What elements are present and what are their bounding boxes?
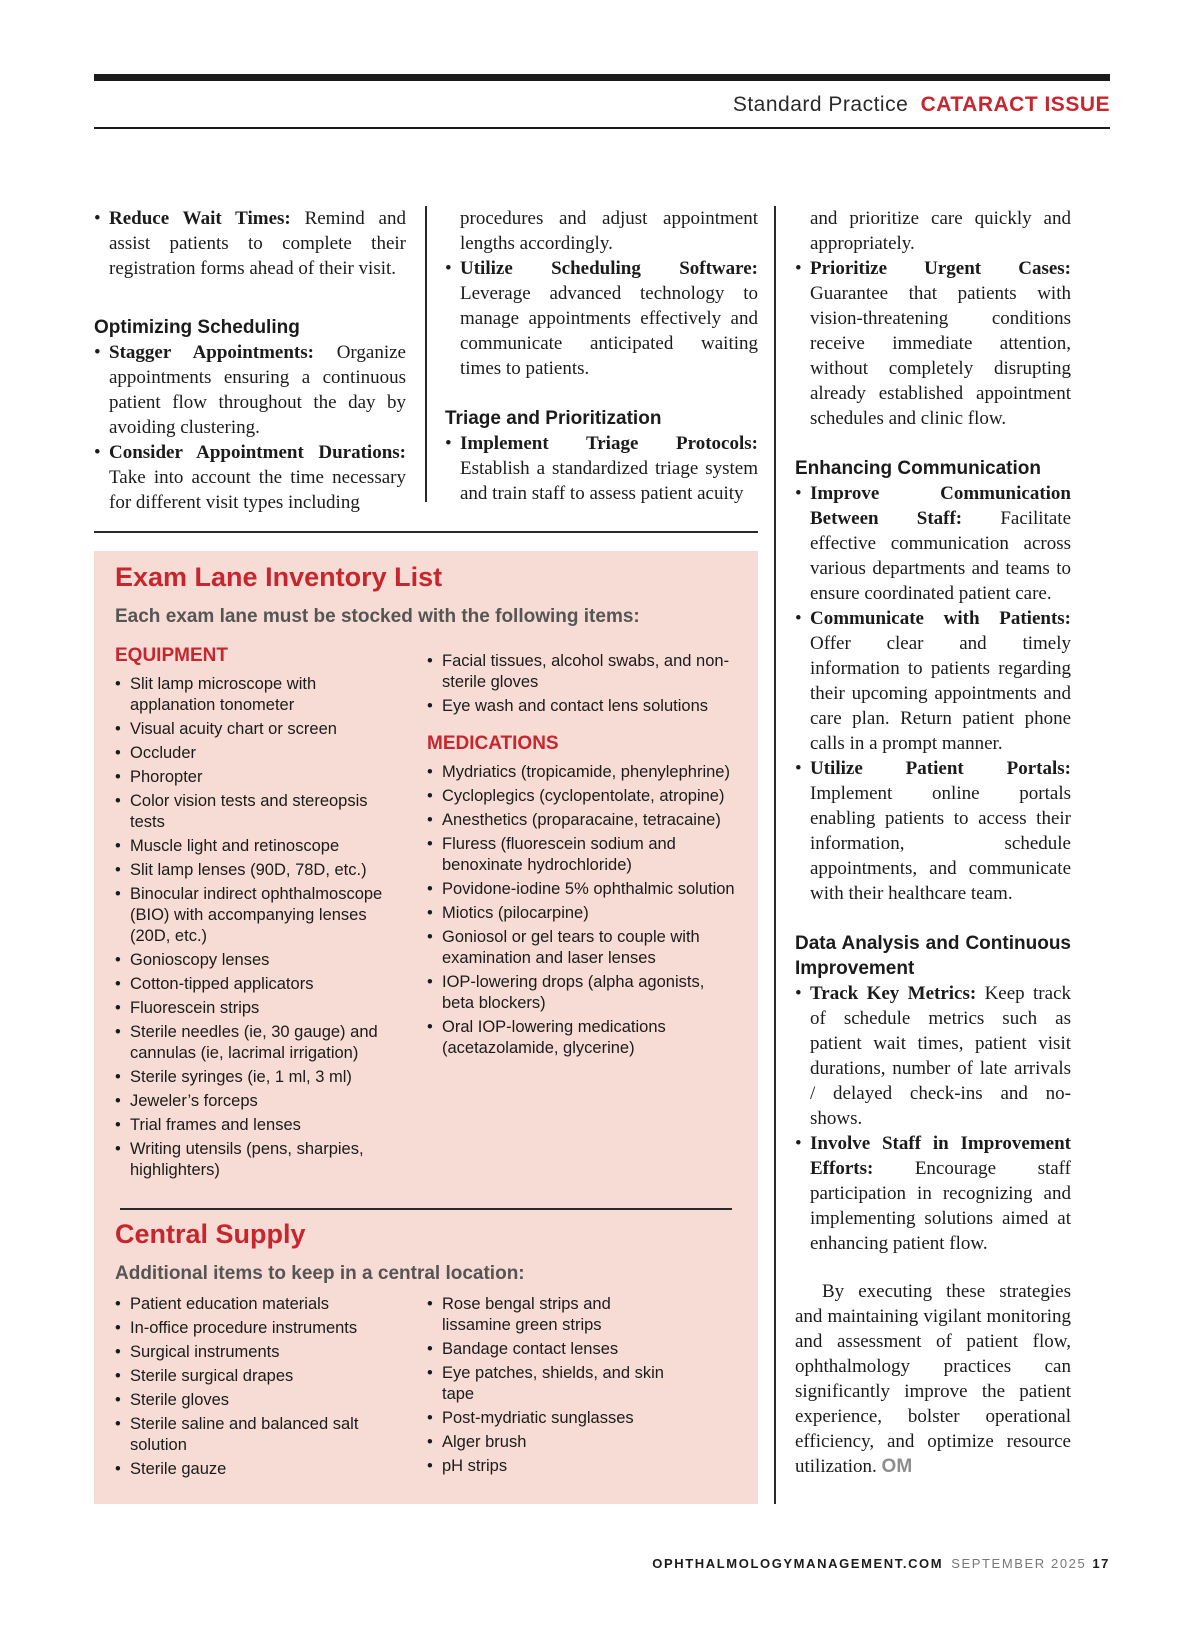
list-item: • Sterile gauze xyxy=(115,1459,405,1480)
list-item: • Sterile needles (ie, 30 gauge) and cannulas (ie, lacrimal irrigation) xyxy=(115,1022,405,1064)
list-item: • Cycloplegics (cyclopentolate, atropine) xyxy=(427,786,737,807)
central-right-list xyxy=(427,1294,667,1477)
list-item: • Fluress (fluorescein sodium and benoxinate hydrochloride) xyxy=(427,834,737,876)
closing-paragraph xyxy=(795,1279,1071,1479)
list-item: • Post-mydriatic sunglasses xyxy=(427,1408,667,1429)
item-term: Reduce Wait Times: xyxy=(109,208,291,229)
list-item: • Oral IOP-lowering medications (acetazolamide, glycerine) xyxy=(427,1017,737,1059)
issue-name: CATARACT ISSUE xyxy=(920,93,1110,116)
section-heading: Triage and Prioritization xyxy=(445,408,662,429)
list-item: • IOP-lowering drops (alpha agonists, beta blockers) xyxy=(427,972,737,1014)
item-text: Offer clear and timely information to patients regarding their upcoming appointments and care plan. Return patient phone calls in a prompt manner. xyxy=(810,633,1071,754)
list-item: • Jeweler’s forceps xyxy=(115,1091,405,1112)
item-term: Communicate with Patients: xyxy=(810,608,1071,629)
page-number: 17 xyxy=(1092,1556,1110,1571)
central-supply-subtitle: Additional items to keep in a central location: xyxy=(115,1263,525,1284)
equipment-list xyxy=(115,674,405,1181)
list-item: • Occluder xyxy=(115,743,405,764)
continuation-text: procedures and adjust appointment lengths accordingly. xyxy=(460,208,758,254)
item-term: Utilize Patient Portals: xyxy=(810,758,1071,779)
list-item: • Goniosol or gel tears to couple with examination and laser lenses xyxy=(427,927,737,969)
page-footer xyxy=(652,1556,1110,1571)
list-item: • Binocular indirect ophthalmoscope (BIO) with accompanying lenses (20D, etc.) xyxy=(115,884,405,947)
software-list xyxy=(445,256,758,381)
list-item: • Anesthetics (proparacaine, tetracaine) xyxy=(427,810,737,831)
list-item: • Povidone-iodine 5% ophthalmic solution xyxy=(427,879,737,900)
list-item xyxy=(94,206,406,281)
list-item xyxy=(94,440,406,515)
section-name: Standard Practice xyxy=(732,93,909,116)
list-item: • Sterile gloves xyxy=(115,1390,405,1411)
list-item: • Bandage contact lenses xyxy=(427,1339,667,1360)
list-item: • Gonioscopy lenses xyxy=(115,950,405,971)
list-item: • Trial frames and lenses xyxy=(115,1115,405,1136)
list-item xyxy=(795,756,1071,906)
item-term: Stagger Appointments: xyxy=(109,342,314,363)
medications-list xyxy=(427,762,737,1059)
equipment-cont-list xyxy=(427,651,737,717)
list-item: • Eye patches, shields, and skin tape xyxy=(427,1363,667,1405)
sidebar-title: Exam Lane Inventory List xyxy=(115,562,443,592)
list-item: • Sterile saline and balanced salt solution xyxy=(115,1414,405,1456)
column-divider xyxy=(774,206,776,1504)
central-left-column xyxy=(115,1294,405,1483)
wait-times-list xyxy=(94,206,406,281)
continuation-text: and prioritize care quickly and appropriately. xyxy=(810,208,1071,254)
item-term: Track Key Metrics: xyxy=(810,983,977,1004)
item-text: Keep track of schedule metrics such as patient wait times, patient visit durations, number of late arrivals / delayed check-ins and no-shows. xyxy=(810,983,1072,1129)
article-column-1 xyxy=(94,206,406,515)
column-divider xyxy=(425,206,427,502)
list-item: • Color vision tests and stereopsis tests xyxy=(115,791,405,833)
list-item: • Mydriatics (tropicamide, phenylephrine) xyxy=(427,762,737,783)
item-term: Consider Appointment Durations: xyxy=(109,442,406,463)
list-item xyxy=(795,981,1071,1131)
list-item: • Sterile surgical drapes xyxy=(115,1366,405,1387)
list-item: • Visual acuity chart or screen xyxy=(115,719,405,740)
top-rule xyxy=(94,74,1110,81)
sidebar-rule xyxy=(120,1208,732,1210)
list-item: • In-office procedure instruments xyxy=(115,1318,405,1339)
list-item: • Patient education materials xyxy=(115,1294,405,1315)
item-text: Establish a standardized triage system and train staff to assess patient acuity xyxy=(460,458,758,504)
section-rule xyxy=(94,531,758,533)
item-text: Organize appointments ensuring a continuous patient flow throughout the day by avoiding clustering. xyxy=(109,342,406,438)
list-item xyxy=(445,431,758,506)
list-item xyxy=(795,481,1071,606)
list-item: • Eye wash and contact lens solutions xyxy=(427,696,737,717)
item-text: Encourage staff participation in recognizing and implementing solutions aimed at enhancing patient flow. xyxy=(810,1158,1071,1254)
medications-heading: MEDICATIONS xyxy=(427,733,559,754)
list-item xyxy=(445,256,758,381)
equipment-column xyxy=(115,645,405,1184)
communication-list xyxy=(795,481,1071,906)
list-item: • Sterile syringes (ie, 1 ml, 3 ml) xyxy=(115,1067,405,1088)
scheduling-list xyxy=(94,340,406,515)
list-item: • Alger brush xyxy=(427,1432,667,1453)
data-analysis-list xyxy=(795,981,1071,1256)
item-term: Utilize Scheduling Software: xyxy=(460,258,758,279)
list-item: • Phoropter xyxy=(115,767,405,788)
equipment-heading: EQUIPMENT xyxy=(115,645,228,666)
item-text: Take into account the time necessary for different visit types including xyxy=(109,467,406,513)
list-item: • Miotics (pilocarpine) xyxy=(427,903,737,924)
urgent-list xyxy=(795,256,1071,431)
list-item xyxy=(795,1131,1071,1256)
list-item: • pH strips xyxy=(427,1456,667,1477)
central-right-column xyxy=(427,1294,667,1480)
list-item: • Rose bengal strips and lissamine green strips xyxy=(427,1294,667,1336)
section-heading: Enhancing Communication xyxy=(795,458,1041,479)
list-item: • Surgical instruments xyxy=(115,1342,405,1363)
section-heading: Optimizing Scheduling xyxy=(94,317,300,338)
item-term: Implement Triage Protocols: xyxy=(460,433,758,454)
inventory-sidebar xyxy=(94,551,758,1504)
signoff-mark: OM xyxy=(881,1456,913,1477)
list-item: • Fluorescein strips xyxy=(115,998,405,1019)
list-item: • Writing utensils (pens, sharpies, highlighters) xyxy=(115,1139,405,1181)
medications-column xyxy=(427,651,737,1062)
item-text: Facilitate effective communication across various departments and teams to ensure coordinated patient care. xyxy=(810,508,1072,604)
item-term: Prioritize Urgent Cases: xyxy=(810,258,1071,279)
list-item: • Cotton-tipped applicators xyxy=(115,974,405,995)
article-column-3 xyxy=(795,206,1071,1479)
list-item: • Muscle light and retinoscope xyxy=(115,836,405,857)
list-item xyxy=(795,256,1071,431)
list-item: • Slit lamp microscope with applanation tonometer xyxy=(115,674,405,716)
central-supply-title: Central Supply xyxy=(115,1219,306,1249)
list-item xyxy=(94,340,406,440)
list-item: • Facial tissues, alcohol swabs, and non-sterile gloves xyxy=(427,651,737,693)
item-text: Leverage advanced technology to manage appointments effectively and communicate anticipated waiting times to patients. xyxy=(460,283,758,379)
closing-text: By executing these strategies and maintaining vigilant monitoring and assessment of patient flow, ophthalmology practices can significantly improve the patient experience, bolster operational efficiency, and optimize resource utilization. xyxy=(795,1281,1071,1477)
section-heading: Data Analysis and Continuous Improvement xyxy=(795,933,1071,979)
sidebar-subtitle: Each exam lane must be stocked with the following items: xyxy=(115,606,640,627)
list-item: • Slit lamp lenses (90D, 78D, etc.) xyxy=(115,860,405,881)
item-text: Guarantee that patients with vision-threatening conditions receive immediate attention, without completely disrupting already established appointment schedules and clinic flow. xyxy=(810,283,1071,429)
item-text: Implement online portals enabling patients to access their information, schedule appointments, and communicate with their healthcare team. xyxy=(810,783,1071,904)
item-text: Remind and assist patients to complete their registration forms ahead of their visit. xyxy=(109,208,406,279)
item-term: Improve Communication Between Staff: xyxy=(810,483,1071,529)
item-term: Involve Staff in Improvement Efforts: xyxy=(810,1133,1071,1179)
triage-list xyxy=(445,431,758,506)
central-left-list xyxy=(115,1294,405,1480)
website: OPHTHALMOLOGYMANAGEMENT.COM xyxy=(652,1556,944,1571)
list-item xyxy=(795,606,1071,756)
header-rule xyxy=(94,127,1110,129)
article-column-2 xyxy=(445,206,758,506)
running-head xyxy=(733,93,1110,117)
issue-date: SEPTEMBER 2025 xyxy=(951,1556,1087,1571)
